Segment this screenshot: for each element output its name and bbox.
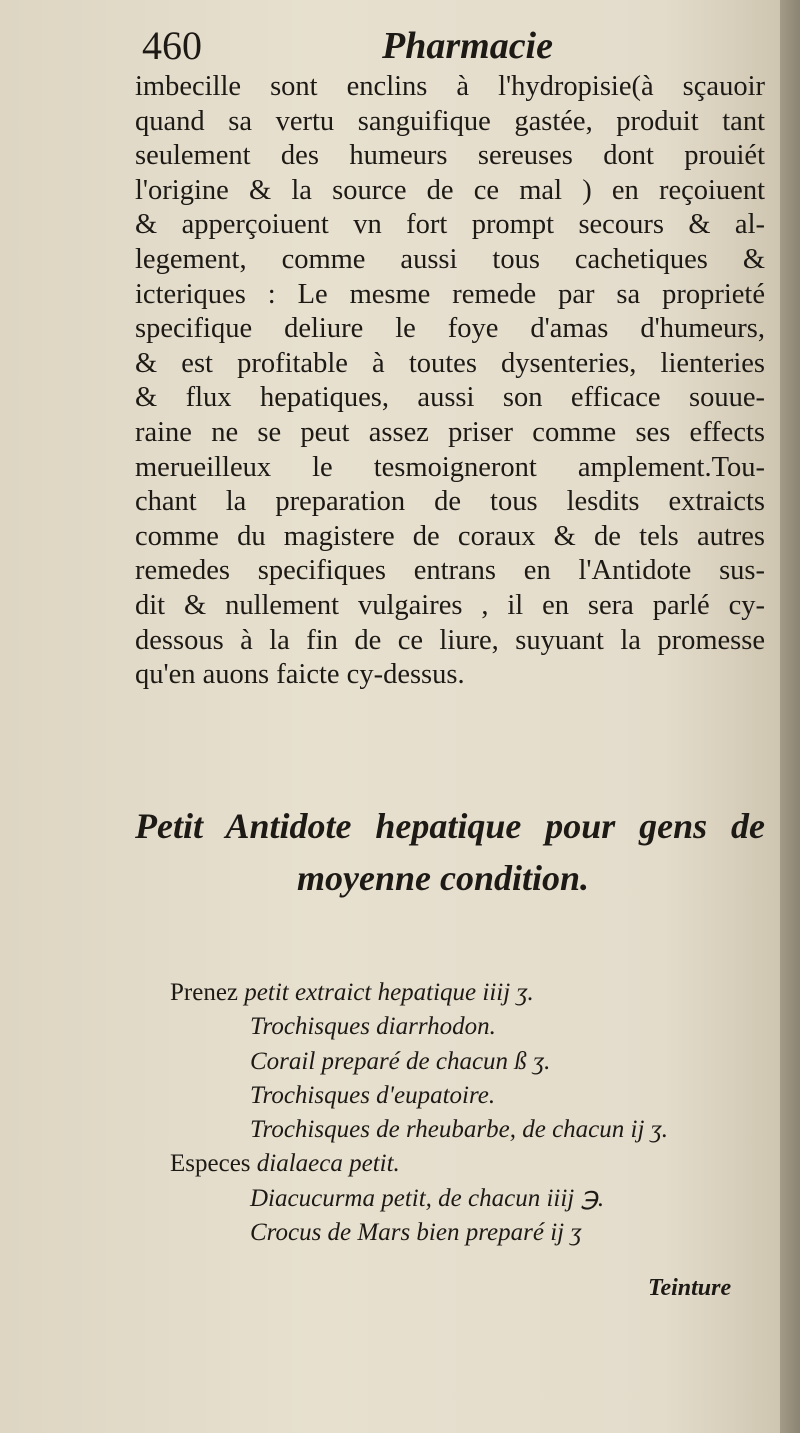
text-line: & flux hepatiques, aussi son efficace souue- bbox=[135, 382, 765, 414]
text-line: raine ne se peut assez priser comme ses effects bbox=[135, 416, 765, 448]
text-line: merueilleux le tesmoigneront amplement.Tou- bbox=[135, 451, 765, 483]
page-number: 460 bbox=[142, 23, 202, 68]
recipe-text: Trochisques diarrhodon. bbox=[250, 1013, 496, 1041]
recipe-text: petit extraict hepatique iiij ʒ. bbox=[244, 979, 534, 1006]
text-line: specifique deliure le foye d'amas d'humeurs, bbox=[135, 313, 765, 345]
recipe-list bbox=[170, 976, 770, 1250]
text-line: & apperçoiuent vn fort prompt secours & al- bbox=[135, 209, 765, 241]
text-line: & est profitable à toutes dysenteries, lienteries bbox=[135, 347, 765, 379]
text-line: quand sa vertu sanguifique gastée, produit tant bbox=[135, 105, 765, 137]
section-title-line: Petit Antidote hepatique pour gens de bbox=[135, 806, 765, 846]
text-line: qu'en auons faicte cy-dessus. bbox=[135, 659, 465, 691]
recipe-text: Trochisques de rheubarbe, de chacun ij ʒ. bbox=[250, 1116, 668, 1144]
catchword: Teinture bbox=[648, 1275, 732, 1301]
recipe-item bbox=[170, 1079, 770, 1113]
body-text bbox=[135, 70, 765, 693]
recipe-text: Corail preparé de chacun ß ʒ. bbox=[250, 1047, 551, 1075]
recipe-item bbox=[170, 1113, 770, 1147]
recipe-item bbox=[170, 1182, 770, 1216]
recipe-item bbox=[170, 1045, 770, 1079]
recipe-text: Diacucurma petit, de chacun iiij ℈. bbox=[250, 1184, 605, 1212]
recipe-text: dialaeca petit. bbox=[256, 1150, 400, 1178]
page-header bbox=[142, 22, 762, 70]
text-line: seulement des humeurs sereuses dont prouiét bbox=[135, 140, 765, 172]
text-line: dit & nullement vulgaires , il en sera parlé cy- bbox=[135, 589, 765, 621]
recipe-lead: Especes bbox=[170, 1150, 257, 1178]
section-title-line: moyenne condition. bbox=[297, 858, 590, 898]
text-line: l'origine & la source de ce mal ) en reçoiuent bbox=[135, 174, 765, 206]
section-title bbox=[135, 800, 765, 904]
text-line: dessous à la fin de ce liure, suyuant la promesse bbox=[135, 624, 765, 656]
page-gutter bbox=[780, 0, 800, 1433]
text-line: chant la preparation de tous lesdits extraicts bbox=[135, 486, 765, 518]
recipe-item bbox=[170, 1216, 770, 1250]
text-line: comme du magistere de coraux & de tels autres bbox=[135, 520, 765, 552]
recipe-text: Trochisques d'eupatoire. bbox=[250, 1081, 496, 1109]
recipe-item bbox=[170, 1010, 770, 1044]
recipe-lead: Prenez bbox=[170, 979, 245, 1006]
recipe-item bbox=[170, 976, 770, 1010]
recipe-item bbox=[170, 1147, 770, 1181]
text-line: icteriques : Le mesme remede par sa proprieté bbox=[135, 278, 765, 310]
text-line: imbecille sont enclins à l'hydropisie(à sçauoir bbox=[135, 71, 765, 102]
text-line: remedes specifiques entrans en l'Antidote sus- bbox=[135, 555, 765, 587]
recipe-text: Crocus de Mars bien preparé ij ʒ bbox=[250, 1219, 582, 1247]
running-head: Pharmacie bbox=[382, 25, 553, 67]
text-line: legement, comme aussi tous cachetiques & bbox=[135, 243, 765, 275]
